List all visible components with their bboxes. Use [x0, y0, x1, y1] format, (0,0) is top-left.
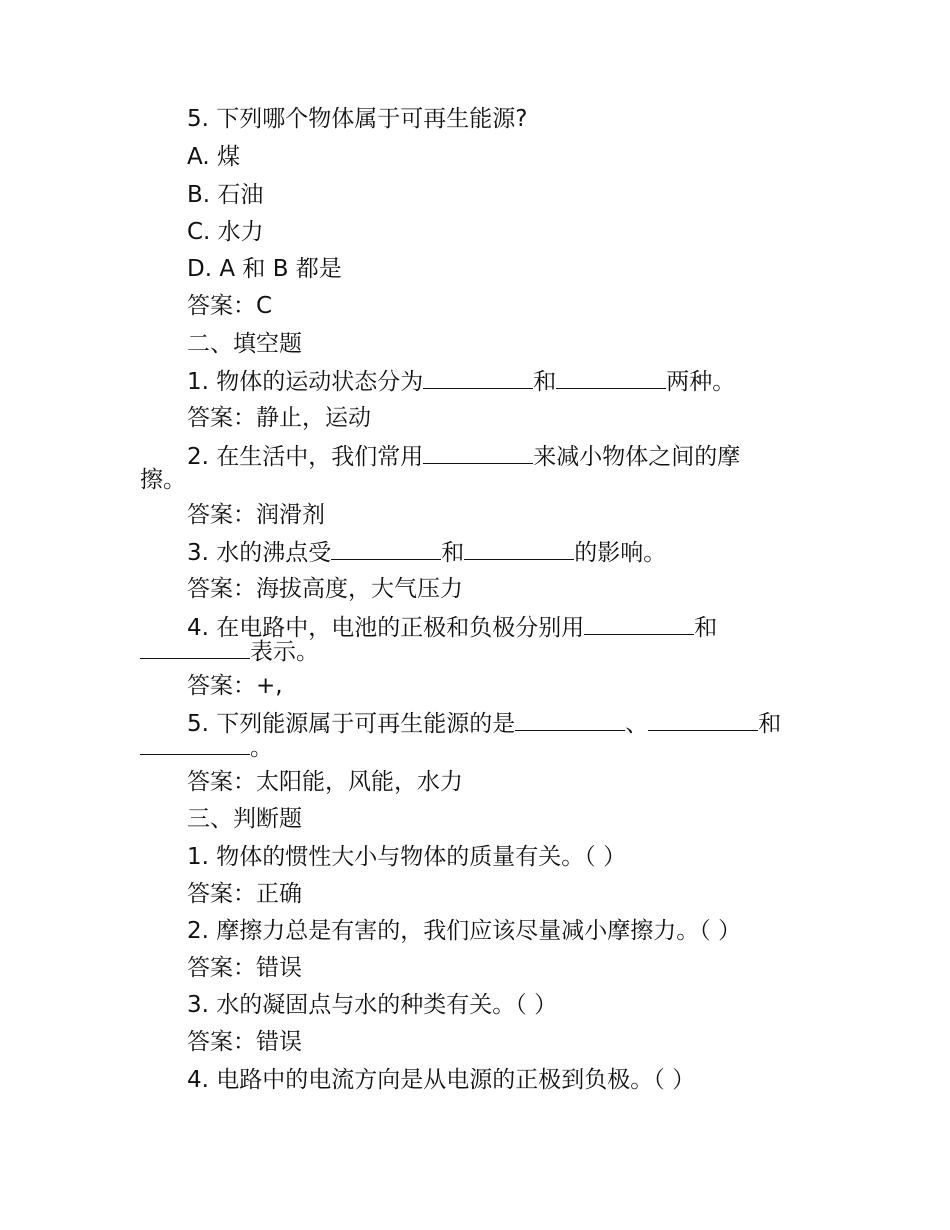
fill-q2-cont: 擦。	[140, 467, 186, 493]
mc5-option-c: C. 水力	[187, 219, 264, 245]
blank	[331, 537, 441, 560]
mc5-question: 5. 下列哪个物体属于可再生能源?	[187, 106, 528, 132]
mc5-option-d: D. A 和 B 都是	[187, 256, 342, 282]
fill-q4-answer: 答案：+,	[187, 673, 283, 699]
judge-q2: 2. 摩擦力总是有害的，我们应该尽量减小摩擦力。（ ）	[187, 918, 742, 944]
judge-q4: 4. 电路中的电流方向是从电源的正极到负极。（ ）	[187, 1067, 696, 1093]
blank	[140, 732, 250, 755]
fill-q2: 2. 在生活中，我们常用 来减小物体之间的摩	[187, 441, 740, 472]
blank	[423, 366, 533, 389]
section-2-title: 二、填空题	[187, 331, 302, 357]
blank	[515, 708, 625, 731]
mc5-option-a: A. 煤	[187, 144, 240, 170]
fill-q2-answer: 答案：润滑剂	[187, 502, 325, 528]
judge-q3: 3. 水的凝固点与水的种类有关。（ ）	[187, 992, 558, 1018]
blank	[464, 537, 574, 560]
fill-q1: 1. 物体的运动状态分为 和 两种。	[187, 366, 735, 397]
blank	[556, 366, 666, 389]
blank	[584, 612, 694, 635]
fill-q5-answer: 答案：太阳能，风能，水力	[187, 769, 463, 795]
judge-q2-answer: 答案：错误	[187, 955, 302, 981]
section-3-title: 三、判断题	[187, 806, 302, 832]
fill-q4-cont: 表示。	[140, 636, 319, 667]
blank	[423, 441, 533, 464]
fill-q5-cont: 。	[140, 732, 273, 763]
mc5-answer: 答案：C	[187, 293, 273, 319]
judge-q1-answer: 答案：正确	[187, 881, 302, 907]
fill-q1-answer: 答案：静止，运动	[187, 405, 371, 431]
fill-q5: 5. 下列能源属于可再生能源的是 、 和	[187, 708, 781, 739]
fill-q3: 3. 水的沸点受 和 的影响。	[187, 537, 666, 568]
judge-q1: 1. 物体的惯性大小与物体的质量有关。（ ）	[187, 844, 627, 870]
blank	[648, 708, 758, 731]
fill-q3-answer: 答案：海拔高度，大气压力	[187, 576, 463, 602]
blank	[140, 636, 250, 659]
fill-q4: 4. 在电路中，电池的正极和负极分别用 和	[187, 612, 717, 643]
judge-q3-answer: 答案：错误	[187, 1029, 302, 1055]
mc5-option-b: B. 石油	[187, 182, 264, 208]
